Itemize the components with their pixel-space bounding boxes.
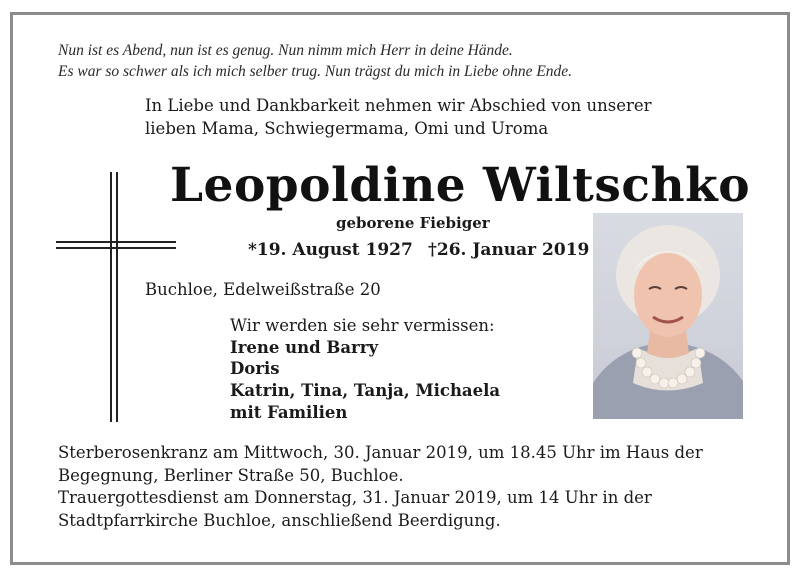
mourner-name: mit Familien — [230, 403, 348, 422]
death-date: †26. Januar 2019 — [428, 240, 590, 260]
mourners-intro: Wir werden sie sehr vermissen: — [230, 316, 495, 335]
intro-line-1: In Liebe und Dankbarkeit nehmen wir Abschied von unserer — [145, 96, 652, 115]
service-line-3: Trauergottesdienst am Donnerstag, 31. Januar 2019, um 14 Uhr in der — [58, 488, 652, 507]
service-line-2: Begegnung, Berliner Straße 50, Buchloe. — [58, 466, 404, 485]
birth-name: geborene Fiebiger — [336, 214, 490, 232]
birth-date: *19. August 1927 — [248, 240, 413, 260]
service-line-4: Stadtpfarrkirche Buchloe, anschließend Beerdigung. — [58, 511, 501, 530]
portrait-image — [593, 213, 743, 419]
deceased-name: Leopoldine Wiltschko — [170, 158, 751, 213]
intro-line-2: lieben Mama, Schwiegermama, Omi und Uroma — [145, 119, 549, 138]
service-line-1: Sterberosenkranz am Mittwoch, 30. Januar 2019, um 18.45 Uhr im Haus der — [58, 443, 703, 462]
portrait-photo — [593, 213, 743, 419]
mourner-name: Irene und Barry — [230, 338, 379, 357]
poem-line-2: Es war so schwer als ich mich selber trug. Nun trägst du mich in Liebe ohne Ende. — [58, 63, 573, 80]
poem-line-1: Nun ist es Abend, nun ist es genug. Nun nimm mich Herr in deine Hände. — [58, 42, 513, 59]
mourner-name: Katrin, Tina, Tanja, Michaela — [230, 381, 501, 400]
mourner-name: Doris — [230, 359, 280, 378]
address: Buchloe, Edelweißstraße 20 — [145, 280, 381, 299]
